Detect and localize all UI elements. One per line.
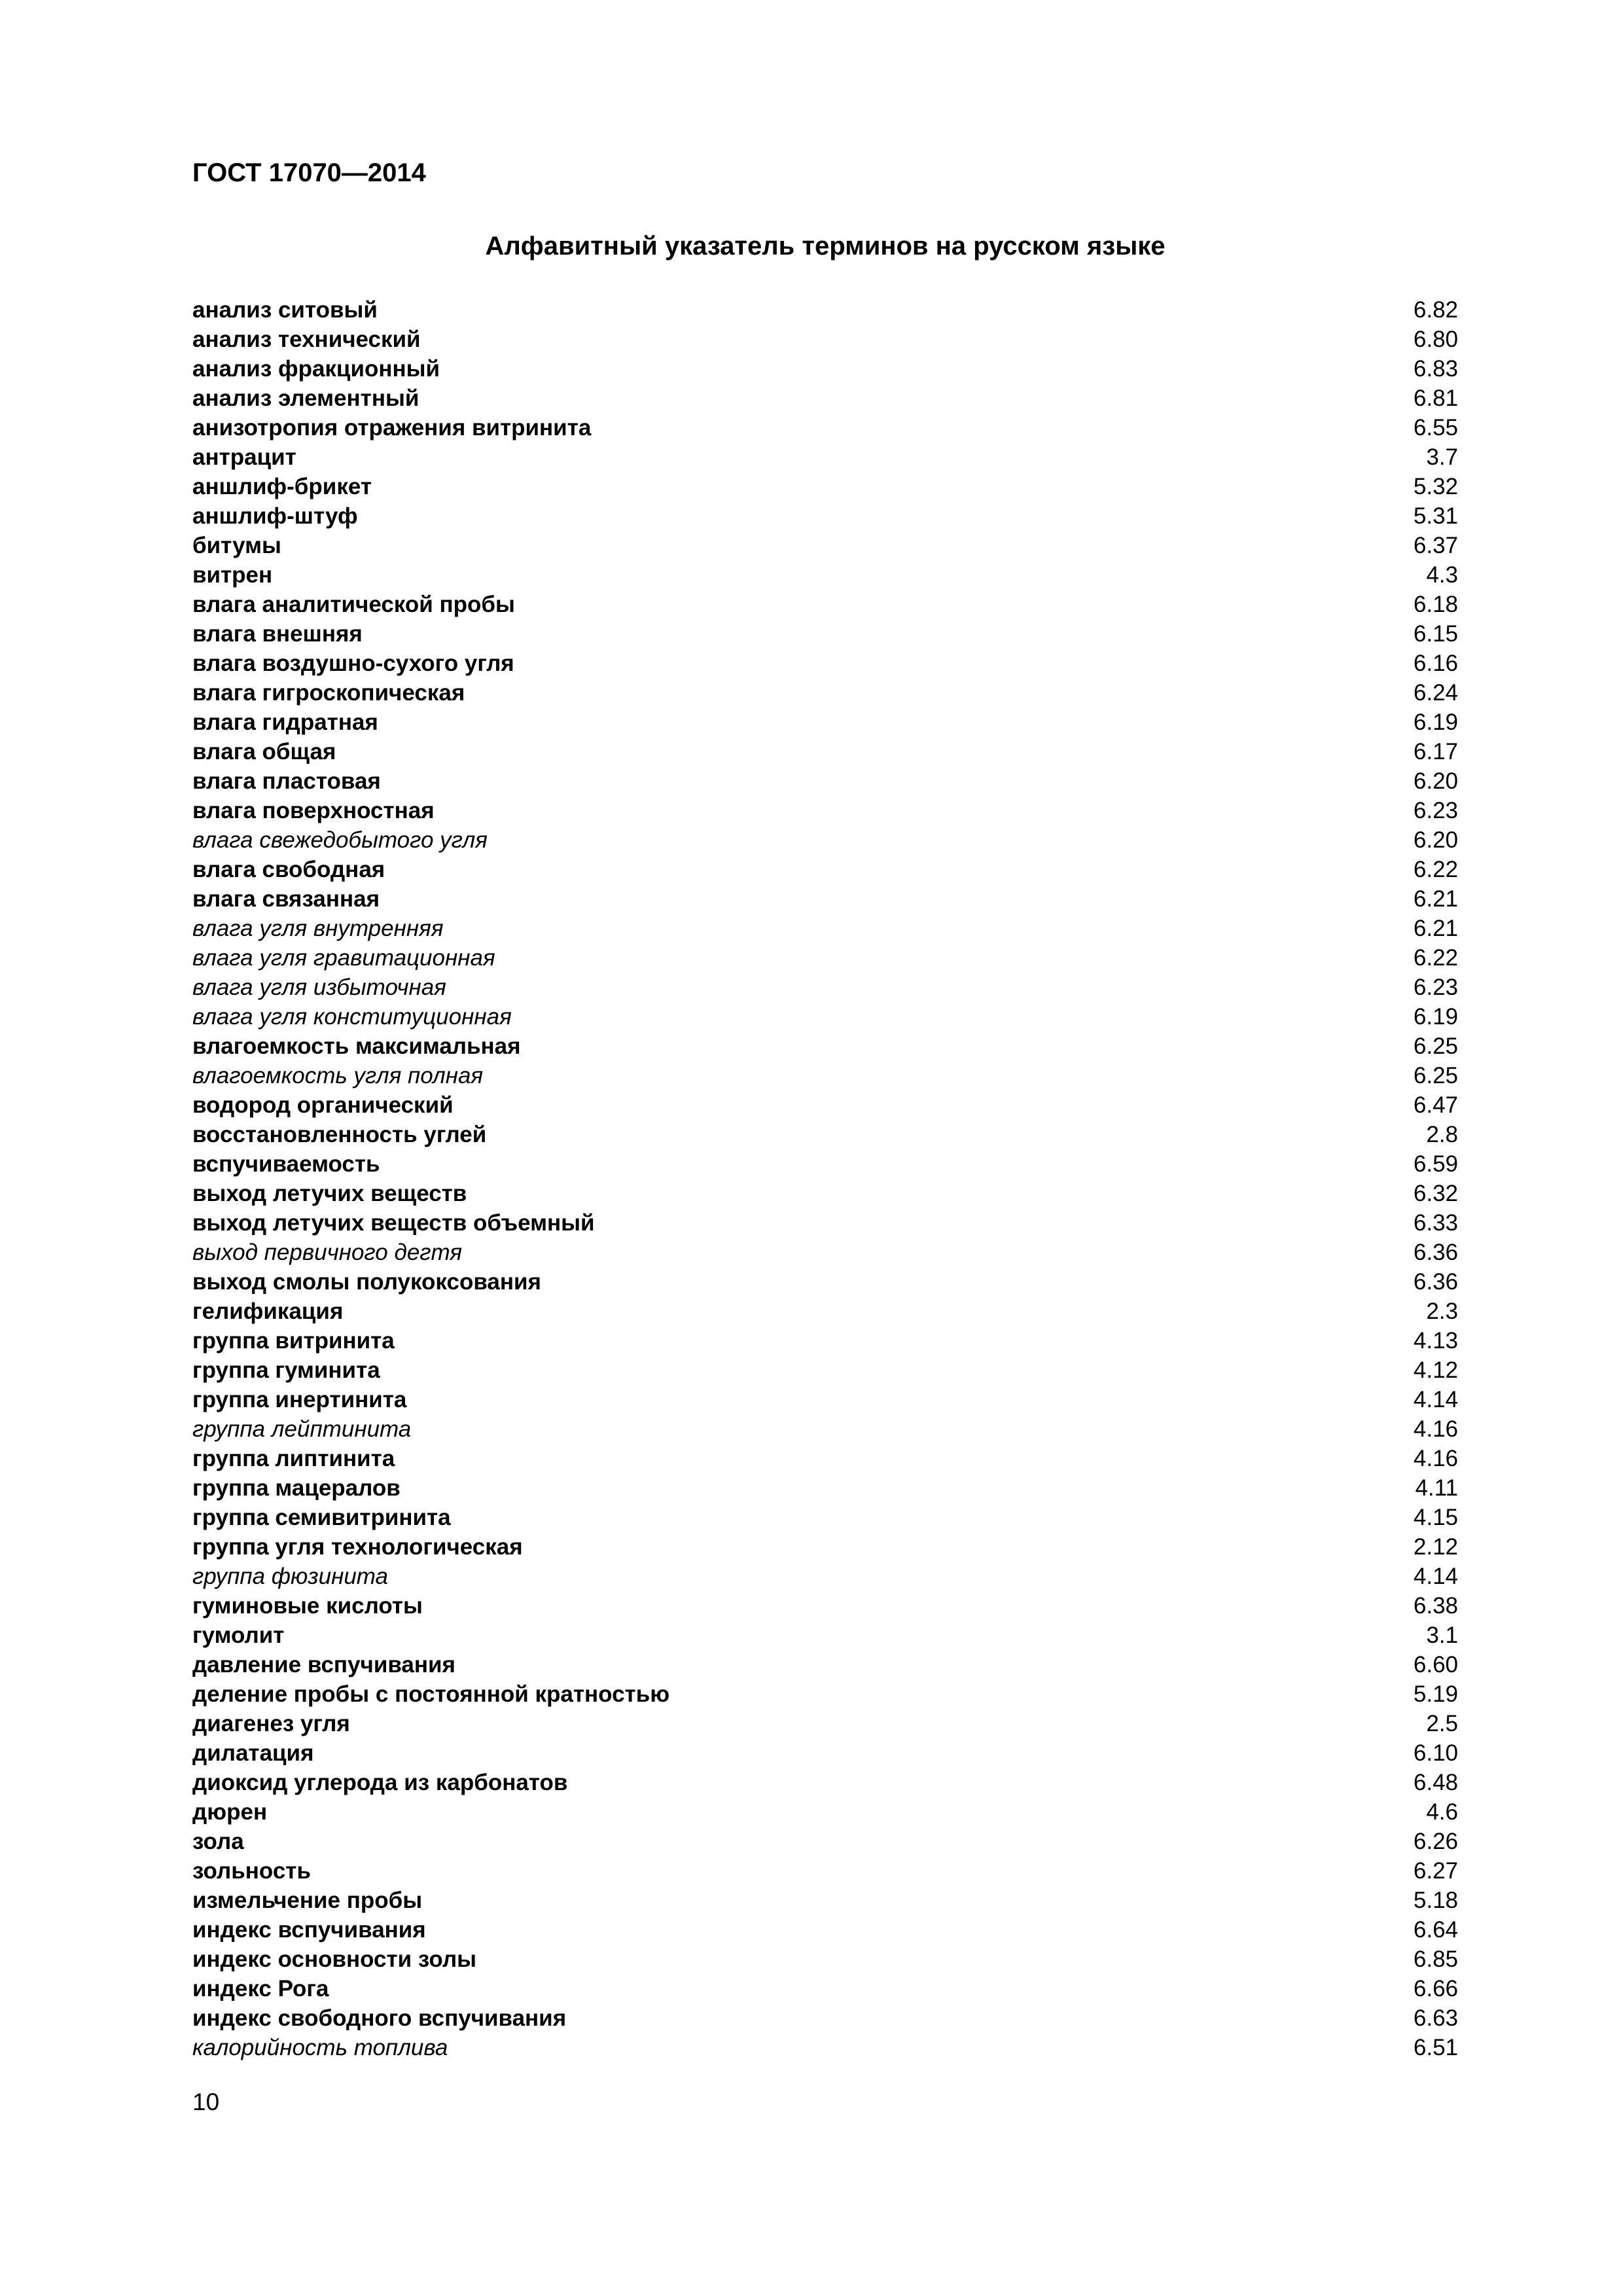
index-reference-number: 6.80 xyxy=(1413,327,1458,352)
index-entry xyxy=(192,1267,1458,1297)
index-term: зольность xyxy=(192,1858,311,1884)
index-entry xyxy=(192,295,1458,325)
index-reference-number: 2.3 xyxy=(1426,1299,1458,1324)
index-reference-number: 5.19 xyxy=(1413,1681,1458,1707)
index-term: восстановленность углей xyxy=(192,1122,487,1147)
index-entry xyxy=(192,1503,1458,1532)
index-reference-number: 6.26 xyxy=(1413,1829,1458,1854)
index-term: влага угля конституционная xyxy=(192,1004,512,1030)
index-term: группа мацералов xyxy=(192,1475,401,1501)
index-reference-number: 6.36 xyxy=(1413,1240,1458,1265)
index-reference-number: 6.27 xyxy=(1413,1858,1458,1884)
term-index-list xyxy=(192,295,1458,2062)
index-term: дюрен xyxy=(192,1799,268,1825)
index-entry xyxy=(192,766,1458,796)
index-reference-number: 6.23 xyxy=(1413,798,1458,823)
index-term: влагоемкость угля полная xyxy=(192,1063,484,1088)
index-entry xyxy=(192,442,1458,472)
index-entry xyxy=(192,1797,1458,1827)
index-entry xyxy=(192,1238,1458,1267)
index-reference-number: 6.66 xyxy=(1413,1976,1458,2001)
index-term: калорийность топлива xyxy=(192,2035,448,2060)
index-entry xyxy=(192,384,1458,413)
index-term: индекс свободного вспучивания xyxy=(192,2005,567,2031)
index-term: анализ ситовый xyxy=(192,297,378,323)
index-reference-number: 4.3 xyxy=(1426,562,1458,588)
index-term: битумы xyxy=(192,533,281,558)
index-entry xyxy=(192,914,1458,943)
index-entry xyxy=(192,354,1458,384)
index-entry xyxy=(192,1149,1458,1179)
index-reference-number: 4.16 xyxy=(1413,1446,1458,1471)
index-term: группа угля технологическая xyxy=(192,1534,523,1560)
index-reference-number: 6.32 xyxy=(1413,1181,1458,1206)
index-reference-number: 6.64 xyxy=(1413,1917,1458,1943)
index-entry xyxy=(192,825,1458,855)
index-term: аншлиф-штуф xyxy=(192,503,358,529)
index-term: влага свежедобытого угля xyxy=(192,827,488,853)
index-term: анализ элементный xyxy=(192,386,419,411)
index-reference-number: 6.37 xyxy=(1413,533,1458,558)
index-entry xyxy=(192,1473,1458,1503)
index-reference-number: 6.51 xyxy=(1413,2035,1458,2060)
index-reference-number: 4.11 xyxy=(1415,1475,1458,1501)
index-entry xyxy=(192,678,1458,708)
index-term: давление вспучивания xyxy=(192,1652,455,1677)
index-term: влага угля гравитационная xyxy=(192,945,495,971)
index-term: влага пластовая xyxy=(192,768,381,794)
index-term: влага общая xyxy=(192,739,336,764)
index-reference-number: 6.19 xyxy=(1413,1004,1458,1030)
index-term: водород органический xyxy=(192,1092,454,1118)
index-entry xyxy=(192,1709,1458,1738)
index-entry xyxy=(192,649,1458,678)
index-entry xyxy=(192,1856,1458,1886)
index-reference-number: 2.8 xyxy=(1426,1122,1458,1147)
index-entry xyxy=(192,619,1458,649)
index-reference-number: 6.20 xyxy=(1413,768,1458,794)
index-reference-number: 4.15 xyxy=(1413,1505,1458,1530)
index-reference-number: 2.12 xyxy=(1413,1534,1458,1560)
index-reference-number: 6.20 xyxy=(1413,827,1458,853)
index-reference-number: 6.25 xyxy=(1413,1033,1458,1059)
index-reference-number: 6.48 xyxy=(1413,1770,1458,1795)
index-term: влага аналитической пробы xyxy=(192,592,515,617)
index-reference-number: 6.36 xyxy=(1413,1269,1458,1295)
index-entry xyxy=(192,2033,1458,2062)
index-reference-number: 6.85 xyxy=(1413,1946,1458,1972)
index-entry xyxy=(192,590,1458,619)
index-reference-number: 6.10 xyxy=(1413,1740,1458,1766)
index-reference-number: 5.18 xyxy=(1413,1888,1458,1913)
index-term: анизотропия отражения витринита xyxy=(192,415,592,440)
index-entry xyxy=(192,1120,1458,1149)
index-entry xyxy=(192,1002,1458,1031)
index-entry xyxy=(192,1738,1458,1768)
index-term: измельчение пробы xyxy=(192,1888,423,1913)
index-term: дилатация xyxy=(192,1740,314,1766)
index-entry xyxy=(192,1090,1458,1120)
index-reference-number: 6.25 xyxy=(1413,1063,1458,1088)
index-entry xyxy=(192,1945,1458,1974)
index-reference-number: 6.24 xyxy=(1413,680,1458,706)
index-entry xyxy=(192,1532,1458,1562)
index-reference-number: 6.60 xyxy=(1413,1652,1458,1677)
index-reference-number: 5.32 xyxy=(1413,474,1458,499)
index-term: влага угля внутренняя xyxy=(192,916,444,941)
index-entry xyxy=(192,973,1458,1002)
index-entry xyxy=(192,1208,1458,1238)
index-term: группа витринита xyxy=(192,1328,395,1354)
index-entry xyxy=(192,1179,1458,1208)
index-entry xyxy=(192,1385,1458,1414)
index-term: выход первичного дегтя xyxy=(192,1240,463,1265)
index-reference-number: 6.19 xyxy=(1413,709,1458,735)
index-reference-number: 6.22 xyxy=(1413,945,1458,971)
index-entry xyxy=(192,2003,1458,2033)
index-term: индекс Рога xyxy=(192,1976,329,2001)
index-reference-number: 6.16 xyxy=(1413,651,1458,676)
index-reference-number: 6.23 xyxy=(1413,975,1458,1000)
index-entry xyxy=(192,1621,1458,1650)
index-term: диагенез угля xyxy=(192,1711,350,1736)
index-entry xyxy=(192,1414,1458,1444)
index-reference-number: 6.81 xyxy=(1413,386,1458,411)
index-entry xyxy=(192,1679,1458,1709)
index-reference-number: 6.47 xyxy=(1413,1092,1458,1118)
index-reference-number: 4.16 xyxy=(1413,1416,1458,1442)
index-term: деление пробы с постоянной кратностью xyxy=(192,1681,670,1707)
index-entry xyxy=(192,1591,1458,1621)
index-entry xyxy=(192,325,1458,354)
index-reference-number: 3.1 xyxy=(1426,1623,1458,1648)
index-reference-number: 6.33 xyxy=(1413,1210,1458,1236)
index-term: влагоемкость максимальная xyxy=(192,1033,521,1059)
index-term: группа гуминита xyxy=(192,1357,380,1383)
index-term: влага внешняя xyxy=(192,621,363,647)
index-term: диоксид углерода из карбонатов xyxy=(192,1770,568,1795)
index-term: гумолит xyxy=(192,1623,285,1648)
index-reference-number: 6.55 xyxy=(1413,415,1458,440)
index-term: влага гидратная xyxy=(192,709,378,735)
index-entry xyxy=(192,1974,1458,2003)
index-term: анализ технический xyxy=(192,327,421,352)
index-reference-number: 6.21 xyxy=(1413,886,1458,912)
index-entry xyxy=(192,1915,1458,1945)
index-reference-number: 4.12 xyxy=(1413,1357,1458,1383)
index-entry xyxy=(192,884,1458,914)
index-reference-number: 6.38 xyxy=(1413,1593,1458,1619)
index-reference-number: 6.15 xyxy=(1413,621,1458,647)
index-reference-number: 6.21 xyxy=(1413,916,1458,941)
index-term: группа инертинита xyxy=(192,1387,407,1412)
index-entry xyxy=(192,1326,1458,1355)
index-term: влага свободная xyxy=(192,857,385,882)
index-reference-number: 6.17 xyxy=(1413,739,1458,764)
index-entry xyxy=(192,1355,1458,1385)
index-title: Алфавитный указатель терминов на русском языке xyxy=(485,232,1166,260)
index-reference-number: 6.83 xyxy=(1413,356,1458,382)
index-term: зола xyxy=(192,1829,244,1854)
index-entry xyxy=(192,1061,1458,1090)
index-entry xyxy=(192,1031,1458,1061)
index-term: аншлиф-брикет xyxy=(192,474,372,499)
index-entry xyxy=(192,737,1458,766)
index-reference-number: 4.14 xyxy=(1413,1564,1458,1589)
index-reference-number: 3.7 xyxy=(1426,444,1458,470)
index-entry xyxy=(192,708,1458,737)
index-entry xyxy=(192,560,1458,590)
index-term: гелификация xyxy=(192,1299,344,1324)
index-term: выход летучих веществ xyxy=(192,1181,467,1206)
index-entry xyxy=(192,501,1458,531)
index-term: влага поверхностная xyxy=(192,798,435,823)
index-term: индекс основности золы xyxy=(192,1946,477,1972)
index-term: выход смолы полукоксования xyxy=(192,1269,541,1295)
index-term: вспучиваемость xyxy=(192,1151,380,1177)
index-term: выход летучих веществ объемный xyxy=(192,1210,595,1236)
index-entry xyxy=(192,1827,1458,1856)
index-entry xyxy=(192,1297,1458,1326)
index-entry xyxy=(192,796,1458,825)
index-term: антрацит xyxy=(192,444,296,470)
index-reference-number: 6.59 xyxy=(1413,1151,1458,1177)
index-term: влага гигроскопическая xyxy=(192,680,465,706)
document-header: ГОСТ 17070—2014 xyxy=(192,158,426,187)
index-entry xyxy=(192,943,1458,973)
index-term: группа липтинита xyxy=(192,1446,395,1471)
index-entry xyxy=(192,1886,1458,1915)
index-reference-number: 4.13 xyxy=(1413,1328,1458,1354)
index-entry xyxy=(192,1768,1458,1797)
index-term: анализ фракционный xyxy=(192,356,440,382)
index-term: влага воздушно-сухого угля xyxy=(192,651,514,676)
index-term: группа семивитринита xyxy=(192,1505,451,1530)
index-reference-number: 2.5 xyxy=(1426,1711,1458,1736)
index-entry xyxy=(192,855,1458,884)
index-term: влага связанная xyxy=(192,886,380,912)
index-reference-number: 4.6 xyxy=(1426,1799,1458,1825)
index-reference-number: 6.63 xyxy=(1413,2005,1458,2031)
index-term: группа лейптинита xyxy=(192,1416,412,1442)
index-term: индекс вспучивания xyxy=(192,1917,426,1943)
index-term: влага угля избыточная xyxy=(192,975,446,1000)
page-number: 10 xyxy=(192,2089,220,2115)
index-term: группа фюзинита xyxy=(192,1564,389,1589)
index-reference-number: 6.82 xyxy=(1413,297,1458,323)
index-entry xyxy=(192,1650,1458,1679)
index-reference-number: 4.14 xyxy=(1413,1387,1458,1412)
index-entry xyxy=(192,1562,1458,1591)
index-entry xyxy=(192,531,1458,560)
index-entry xyxy=(192,413,1458,442)
index-reference-number: 6.22 xyxy=(1413,857,1458,882)
index-reference-number: 6.18 xyxy=(1413,592,1458,617)
index-entry xyxy=(192,1444,1458,1473)
index-term: гуминовые кислоты xyxy=(192,1593,423,1619)
index-term: витрен xyxy=(192,562,273,588)
index-reference-number: 5.31 xyxy=(1413,503,1458,529)
index-entry xyxy=(192,472,1458,501)
